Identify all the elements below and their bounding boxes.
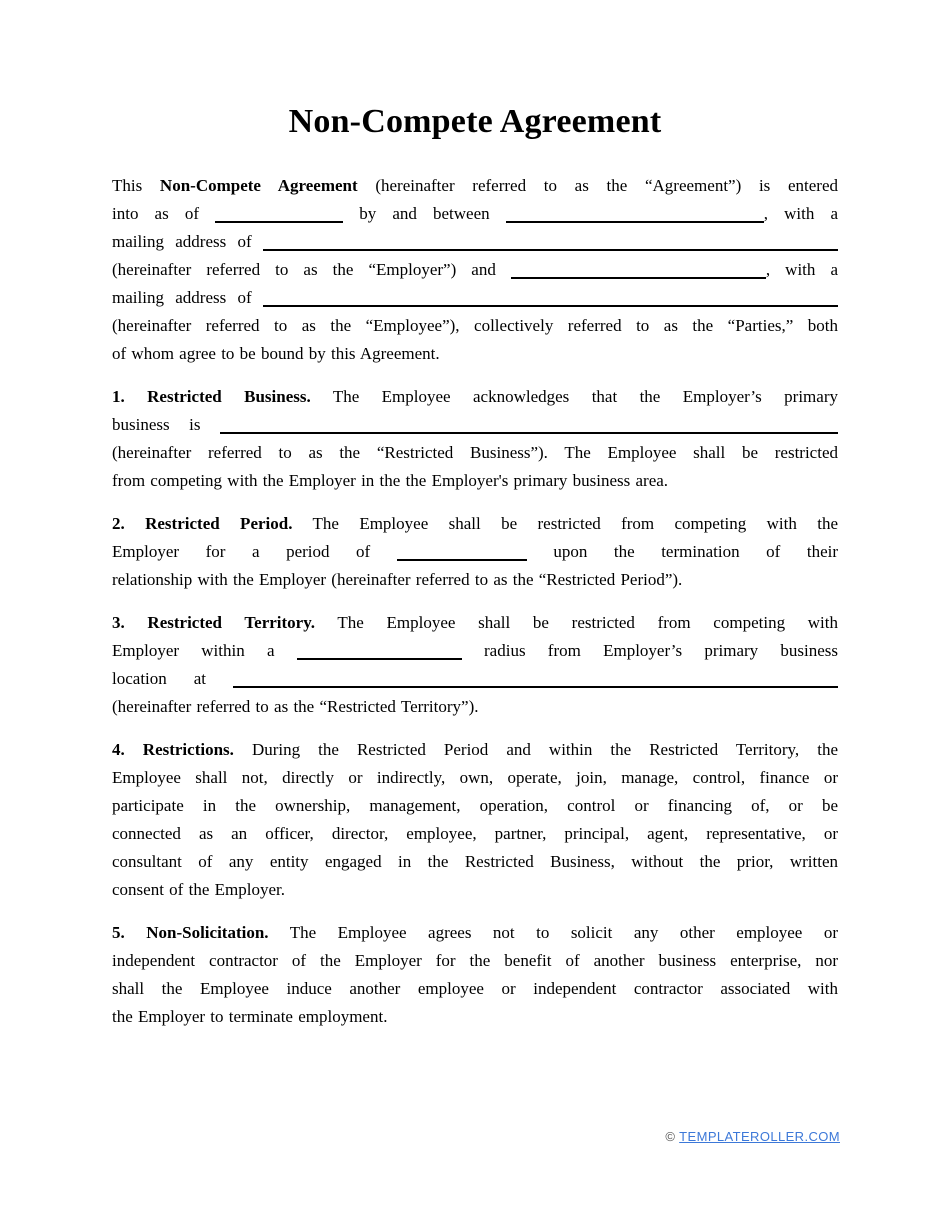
text-line <box>112 919 838 947</box>
text-run: , with a <box>763 204 838 223</box>
text-run: consultant of any entity engaged in the Restricted Business, without the prior, written <box>112 852 838 871</box>
text-run: radius from Employer’s primary business <box>461 641 839 660</box>
bold-run: 3. Restricted Territory. <box>112 613 316 632</box>
text-line <box>112 665 838 693</box>
document-body <box>112 172 838 1031</box>
text-run: This <box>112 176 160 195</box>
text-line <box>112 256 838 284</box>
blank-field <box>397 545 527 561</box>
text-run: location at <box>112 669 233 688</box>
text-run: The Employee agrees not to solicit any other employee or <box>268 923 838 942</box>
text-line <box>112 340 838 368</box>
text-run: from competing with the Employer in the the Employer's primary business area. <box>112 471 669 490</box>
text-run: business is <box>112 415 220 434</box>
text-line <box>112 439 838 467</box>
section-4-restrictions <box>112 736 838 904</box>
text-line <box>112 947 838 975</box>
text-run: The Employee acknowledges that the Employer’s primary <box>310 387 838 406</box>
text-line <box>112 312 838 340</box>
text-run: of whom agree to be bound by this Agreement. <box>112 344 440 363</box>
bold-run: 2. Restricted Period. <box>112 514 293 533</box>
bold-run: Non-Compete Agreement <box>159 176 358 195</box>
bold-run: 5. Non-Solicitation. <box>112 923 269 942</box>
text-run: relationship with the Employer (hereinafter referred to as the “Restricted Period”). <box>112 570 683 589</box>
text-line <box>112 284 838 312</box>
text-line <box>112 609 838 637</box>
blank-field <box>215 207 343 223</box>
section-5-non-solicitation <box>112 919 838 1031</box>
text-line <box>112 200 838 228</box>
footer <box>665 1129 840 1145</box>
text-run: consent of the Employer. <box>112 880 285 899</box>
text-line <box>112 172 838 200</box>
templateroller-link[interactable]: TEMPLATEROLLER.COM <box>679 1129 840 1144</box>
text-line <box>112 1003 838 1031</box>
blank-field <box>506 207 764 223</box>
text-run: (hereinafter referred to as the “Restricted Business”). The Employee shall be restricted <box>112 443 838 462</box>
copyright-symbol: © <box>665 1129 676 1144</box>
text-run: (hereinafter referred to as the “Restricted Territory”). <box>112 697 479 716</box>
text-run: Employee shall not, directly or indirectly, own, operate, join, manage, control, finance or <box>112 768 838 787</box>
text-run: Employer within a <box>112 641 297 660</box>
text-line <box>112 383 838 411</box>
text-run: (hereinafter referred to as the “Employee”), collectively referred to as the “Parties,” both <box>112 316 838 335</box>
text-line <box>112 792 838 820</box>
text-run: During the Restricted Period and within the Restricted Territory, the <box>233 740 838 759</box>
blank-field <box>263 291 838 307</box>
text-line <box>112 736 838 764</box>
text-run: (hereinafter referred to as the “Agreement”) is entered <box>357 176 838 195</box>
text-line <box>112 467 838 495</box>
intro-paragraph <box>112 172 838 368</box>
text-run: shall the Employee induce another employee or independent contractor associated with <box>112 979 838 998</box>
section-3-restricted-territory <box>112 609 838 721</box>
text-run: upon the termination of their <box>526 542 839 561</box>
section-2-restricted-period <box>112 510 838 594</box>
text-line <box>112 228 838 256</box>
text-line <box>112 566 838 594</box>
blank-field <box>220 418 838 434</box>
text-run: (hereinafter referred to as the “Employer”) and <box>112 260 511 279</box>
blank-field <box>511 263 766 279</box>
bold-run: 1. Restricted Business. <box>112 387 311 406</box>
document-title: Non-Compete Agreement <box>288 103 662 140</box>
text-line <box>112 510 838 538</box>
blank-field <box>233 672 838 688</box>
text-run: The Employee shall be restricted from competing with <box>315 613 838 632</box>
text-line <box>112 848 838 876</box>
bold-run: 4. Restrictions. <box>112 740 234 759</box>
text-run: the Employer to terminate employment. <box>112 1007 388 1026</box>
text-line <box>112 538 838 566</box>
text-run: mailing address of <box>112 232 263 251</box>
text-line <box>112 975 838 1003</box>
section-1-restricted-business <box>112 383 838 495</box>
text-run: participate in the ownership, management, operation, control or financing of, or be <box>112 796 838 815</box>
text-run: connected as an officer, director, employee, partner, principal, agent, representative, or <box>112 824 838 843</box>
text-line <box>112 693 838 721</box>
text-line <box>112 764 838 792</box>
text-run: , with a <box>765 260 838 279</box>
text-run: by and between <box>343 204 506 223</box>
text-run: Employer for a period of <box>112 542 397 561</box>
text-run: into as of <box>112 204 216 223</box>
blank-field <box>297 644 462 660</box>
text-run: independent contractor of the Employer for the benefit of another business enterprise, nor <box>112 951 838 970</box>
text-run: mailing address of <box>112 288 263 307</box>
text-line <box>112 876 838 904</box>
blank-field <box>263 235 838 251</box>
text-line <box>112 637 838 665</box>
text-line <box>112 820 838 848</box>
text-line <box>112 411 838 439</box>
text-run: The Employee shall be restricted from competing with the <box>292 514 838 533</box>
